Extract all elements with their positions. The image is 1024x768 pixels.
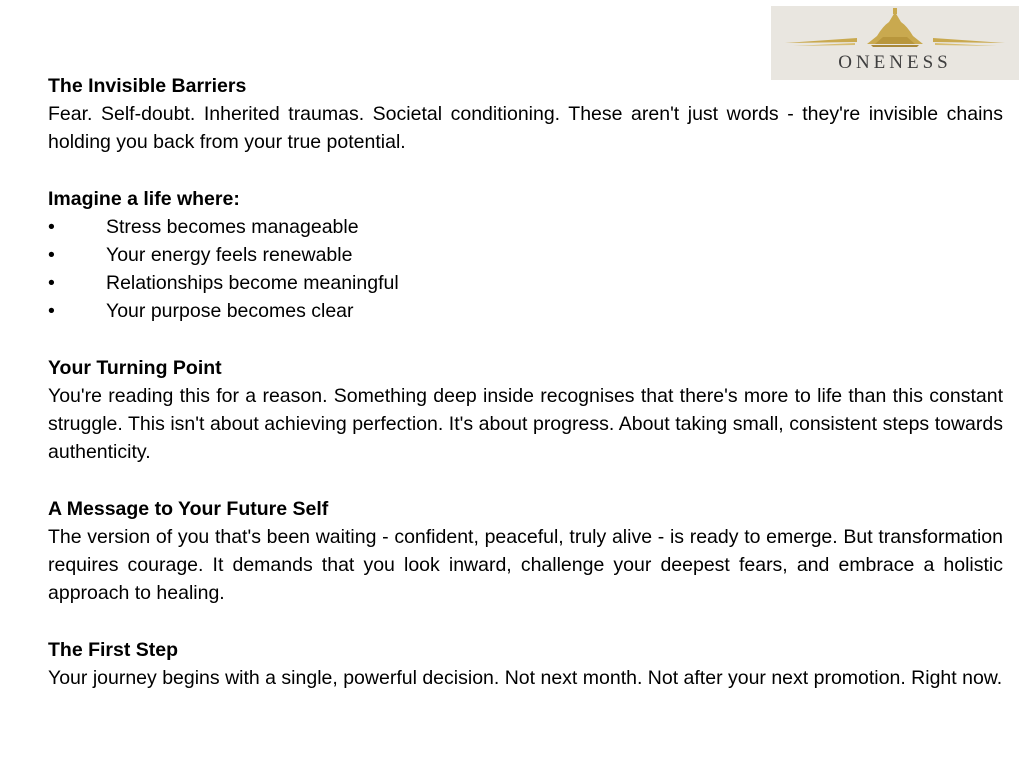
- paragraph-first-step: Your journey begins with a single, powerful decision. Not next month. Not after your next promotion. Right now.: [48, 667, 1003, 689]
- bullet-list: [48, 213, 1003, 325]
- list-item: [48, 213, 1003, 241]
- list-item: [48, 241, 1003, 269]
- heading-imagine: Imagine a life where:: [48, 188, 240, 210]
- bullet-icon: •: [48, 272, 55, 294]
- list-item-text: Relationships become meaningful: [106, 272, 399, 294]
- paragraph-future-self: The version of you that's been waiting - confident, peaceful, truly alive - is ready to emerge. But transformation requires courage. It demands that you look inward, challenge your deepest fears, and embrace a holistic approach to healing.: [48, 526, 1003, 604]
- logo-text: ONENESS: [838, 52, 952, 73]
- paragraph-invisible-barriers: Fear. Self-doubt. Inherited traumas. Societal conditioning. These aren't just words - they're invisible chains holding you back from your true potential.: [48, 103, 1003, 153]
- heading-invisible-barriers: The Invisible Barriers: [48, 75, 247, 97]
- spacer: [48, 466, 1003, 495]
- list-item-text: Your purpose becomes clear: [106, 300, 354, 322]
- bullet-icon: •: [48, 216, 55, 238]
- bullet-icon: •: [48, 244, 55, 266]
- heading-future-self: A Message to Your Future Self: [48, 498, 329, 520]
- spacer: [48, 325, 1003, 354]
- list-item: [48, 297, 1003, 325]
- oneness-logo: [771, 6, 1019, 80]
- heading-turning-point: Your Turning Point: [48, 357, 222, 379]
- spacer: [48, 607, 1003, 636]
- list-item-text: Your energy feels renewable: [106, 244, 353, 266]
- document-body: [48, 72, 1003, 692]
- heading-first-step: The First Step: [48, 639, 179, 661]
- bullet-icon: •: [48, 300, 55, 322]
- paragraph-turning-point: You're reading this for a reason. Something deep inside recognises that there's more to life than this constant struggle. This isn't about achieving perfection. It's about progress. About taking small, consistent steps towards authenticity.: [48, 385, 1003, 463]
- list-item: [48, 269, 1003, 297]
- list-item-text: Stress becomes manageable: [106, 216, 359, 238]
- spacer: [48, 156, 1003, 185]
